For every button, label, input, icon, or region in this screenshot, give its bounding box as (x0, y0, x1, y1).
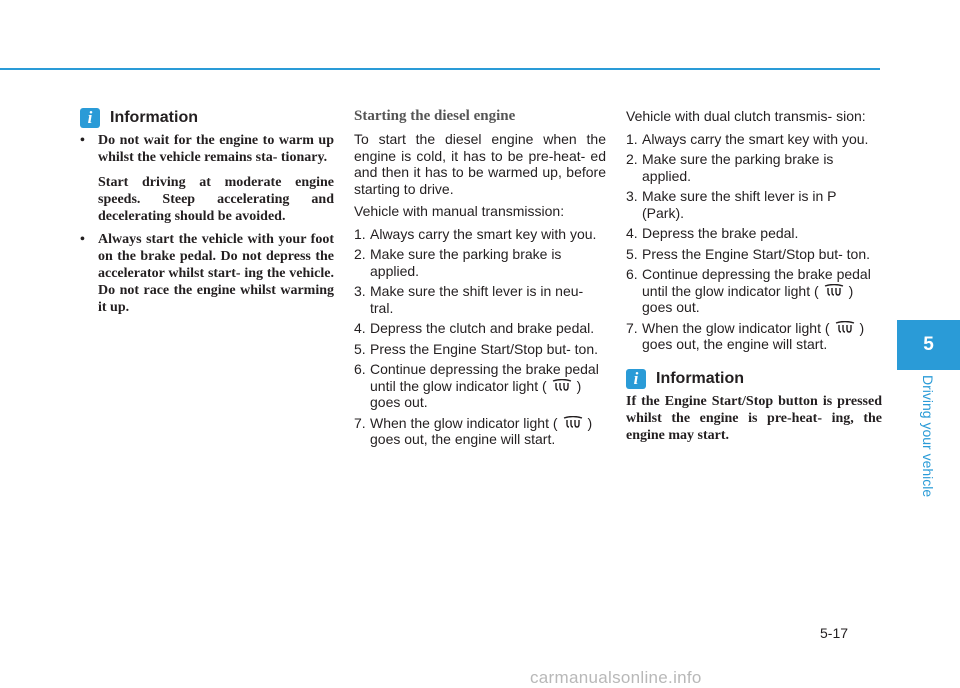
step-text-a: When the glow indicator light ( (642, 319, 830, 336)
step-text: Press the Engine Start/Stop but- ton. (370, 340, 599, 357)
info-icon: i (626, 369, 646, 389)
step-item (626, 246, 882, 263)
step-item (354, 226, 606, 243)
step-text: Depress the clutch and brake pedal. (370, 320, 595, 336)
steps-list (354, 226, 606, 448)
glow-plug-indicator-icon (562, 416, 584, 430)
step-text-b: ) goes out. (370, 377, 582, 410)
glow-plug-indicator-icon (834, 321, 856, 335)
step-number: 7. (626, 319, 638, 336)
step-item (626, 188, 882, 221)
step-text: Press the Engine Start/Stop but- ton. (642, 245, 871, 262)
bullet-subtext: Start driving at moderate engine speeds. Steep accelerating and decelerating should be avoided. (98, 175, 334, 224)
step-number: 3. (626, 188, 638, 204)
glow-plug-indicator-icon (551, 379, 573, 393)
step-number: 5. (354, 340, 366, 357)
step-text-a: Continue depressing the brake pedal until the glow indicator light ( (642, 266, 871, 299)
info-text: If the Engine Start/Stop button is pressed whilst the engine is pre-heat- ing, the engine may start. (626, 393, 882, 443)
step-text-b: ) goes out. (642, 282, 854, 315)
chapter-number: 5 (923, 334, 934, 355)
section-title: Starting the diesel engine (354, 108, 516, 124)
step-text-a: When the glow indicator light ( (370, 414, 558, 431)
column-middle (354, 108, 606, 452)
step-text-b: ) goes out, the engine will start. (370, 414, 593, 447)
info-icon: i (80, 108, 100, 128)
step-text: Make sure the parking brake is applied. (642, 151, 834, 184)
column-right (626, 108, 882, 444)
chapter-label: Driving your vehicle (920, 375, 936, 498)
step-text-b: ) goes out, the engine will start. (642, 319, 865, 352)
info-header (80, 108, 334, 128)
info-title: Information (110, 109, 198, 126)
step-item (354, 320, 606, 337)
steps-list (626, 131, 882, 353)
step-item (626, 225, 882, 242)
bullet-marker: • (80, 232, 85, 247)
info-header (626, 369, 882, 389)
section-body (354, 131, 606, 448)
bullet-text: Do not wait for the engine to warm up whilst the vehicle remains sta- tionary. (98, 133, 334, 165)
info-bullet-list (80, 132, 334, 316)
step-number: 2. (626, 151, 638, 167)
section-body (626, 108, 882, 353)
header-rule (0, 68, 880, 70)
step-number: 5. (626, 245, 638, 262)
step-number: 1. (626, 130, 638, 147)
step-item (626, 320, 882, 353)
subhead: Vehicle with manual transmission: (354, 203, 565, 219)
step-text: Make sure the shift lever is in neu- tral. (370, 283, 584, 316)
intro-paragraph: To start the diesel engine when the engine is cold, it has to be pre-heat- ed and then it has to be warmed up, before starting to drive. (354, 131, 606, 197)
step-number: 2. (354, 246, 366, 262)
subhead: Vehicle with dual clutch transmis- sion: (626, 108, 866, 124)
step-item (354, 341, 606, 358)
list-item (80, 132, 334, 225)
glow-plug-indicator-icon (823, 284, 845, 298)
step-item (626, 151, 882, 184)
step-item (354, 283, 606, 316)
step-item (354, 361, 606, 411)
step-item (354, 415, 606, 448)
step-number: 1. (354, 225, 366, 242)
step-number: 3. (354, 283, 366, 299)
step-number: 6. (626, 266, 638, 282)
bullet-marker: • (80, 133, 85, 148)
column-left (80, 108, 334, 322)
step-number: 7. (354, 414, 366, 431)
step-item (626, 131, 882, 148)
page-number: 5-17 (820, 625, 849, 641)
step-item (626, 266, 882, 316)
step-text: Depress the brake pedal. (642, 225, 799, 241)
step-text: Always carry the smart key with you. (370, 225, 597, 242)
step-number: 4. (354, 320, 366, 336)
step-text: Make sure the parking brake is applied. (370, 246, 562, 279)
step-number: 6. (354, 361, 366, 377)
bullet-text: Always start the vehicle with your foot on the brake pedal. Do not depress the accelerator whilst start- ing the vehicle. Do not race the engine whilst warming it up. (98, 232, 334, 315)
step-text: Always carry the smart key with you. (642, 130, 869, 147)
list-item (80, 231, 334, 316)
step-text: Make sure the shift lever is in P (Park). (642, 188, 837, 221)
watermark: carmanualsonline.info (530, 668, 702, 687)
chapter-tab (897, 320, 960, 370)
step-text-a: Continue depressing the brake pedal until the glow indicator light ( (370, 361, 599, 394)
step-number: 4. (626, 225, 638, 241)
step-item (354, 246, 606, 279)
info-title: Information (656, 369, 744, 387)
